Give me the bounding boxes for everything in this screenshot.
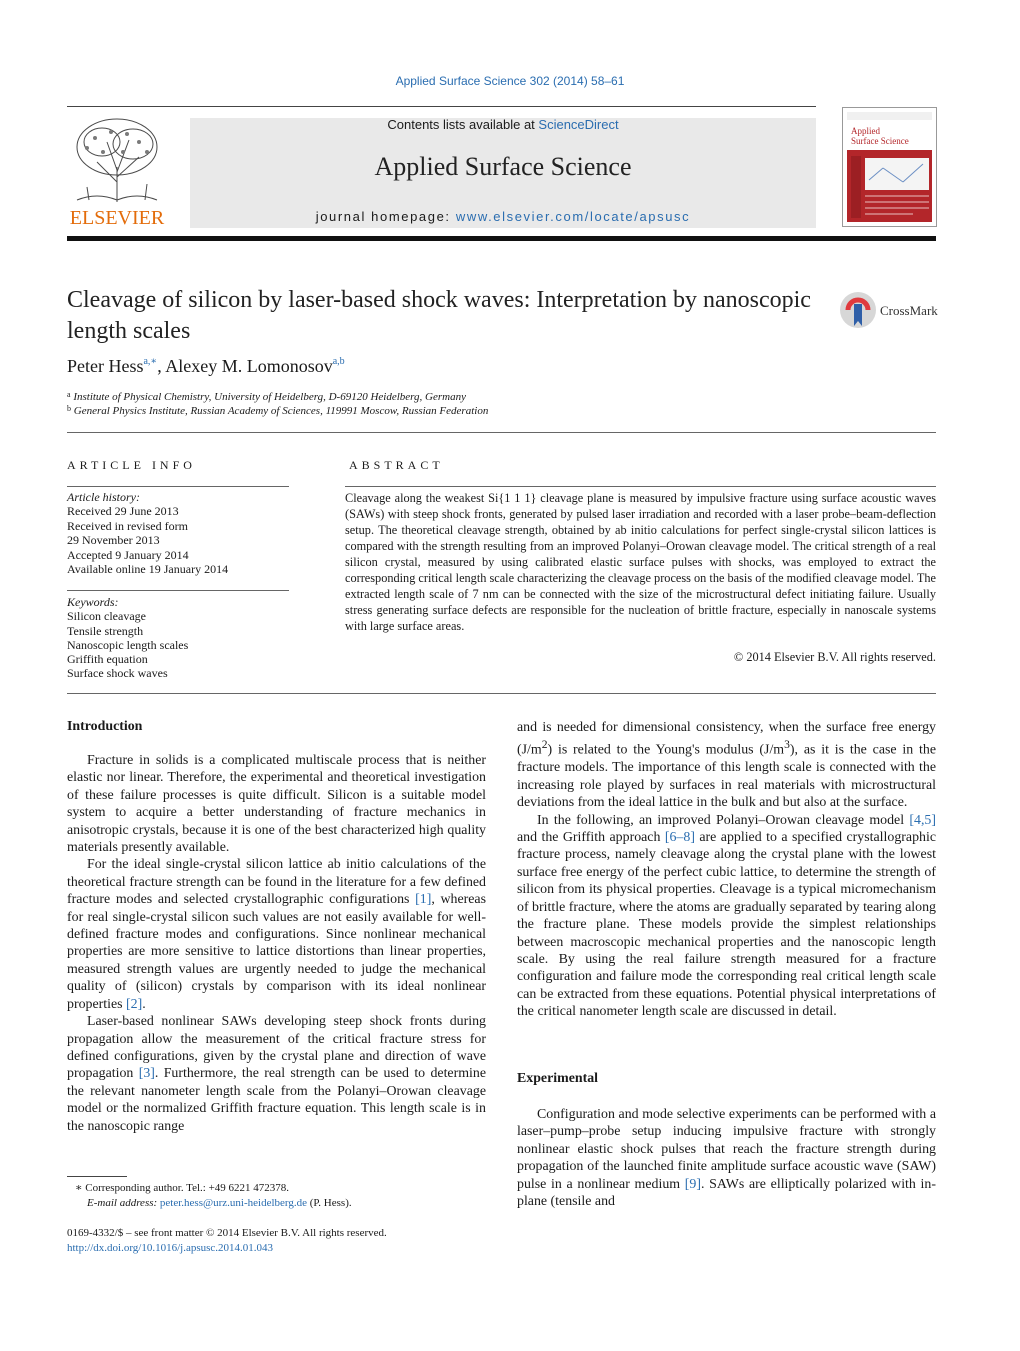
paper-title: Cleavage of silicon by laser-based shock waves: Interpretation by nanoscopic length scales bbox=[67, 287, 811, 344]
author-affiliation-marker[interactable]: a,b bbox=[332, 356, 345, 367]
keyword-item: Tensile strength bbox=[67, 623, 144, 638]
article-info-heading: ARTICLE INFO bbox=[67, 458, 196, 472]
article-info-rule bbox=[67, 486, 289, 487]
journal-cover-thumbnail[interactable] bbox=[842, 107, 937, 227]
homepage-link[interactable]: www.elsevier.com/locate/apsusc bbox=[455, 209, 691, 224]
email-label: E-mail address: bbox=[87, 1197, 160, 1209]
text-run: . SAWs are elliptically polarized with in-plane (tensile and bbox=[517, 1176, 936, 1210]
reference-link[interactable]: [2] bbox=[126, 996, 143, 1012]
history-item: Received in revised form bbox=[67, 518, 188, 533]
text-run: For the ideal single-crystal silicon lattice ab initio calculations of the theoretical fracture strength can be found in the literature for a few defined fracture modes and selected crystallographic configurations bbox=[67, 857, 486, 908]
text-run: ) is related to the Young's modulus (J/m bbox=[547, 743, 785, 759]
homepage-prefix: journal homepage: bbox=[315, 209, 456, 224]
crossmark-badge[interactable] bbox=[838, 290, 938, 330]
journal-homepage bbox=[190, 209, 816, 224]
abstract-text: Cleavage along the weakest Si{1 1 1} cleavage plane is measured by impulsive fracture using surface acoustic waves (SAWs) with steep shock fronts, generated by pulsed laser irradiation and recorded with a laser probe–beam-deflection setup. The theoretical cleavage strength, obtained by ab initio calculations for perfect single-crystal silicon lattices is compared with the strength resulting from an improved Polanyi–Orowan cleavage model. The critical strength of a real silicon crystal, measured by using calibrated elastic surface pulses with shocks, was employed to extract the corresponding critical length scale characterizing the cleavage process on the basis of the modified cleavage model. The extracted length scale of 7 nm can be connected with the size of the microstructural defect initiating failure. Usually stress generating surface defects are responsible for the nucleation of brittle fracture, especially in nanoscale systems with large surface areas. bbox=[345, 491, 936, 633]
paragraph bbox=[67, 856, 486, 1013]
affiliation-a bbox=[67, 390, 466, 403]
text-run: In the following, an improved Polanyi–Orowan cleavage model bbox=[537, 812, 910, 828]
article-history bbox=[67, 490, 228, 576]
svg-text:Applied: Applied bbox=[851, 126, 880, 136]
keywords-label: Keywords: bbox=[67, 595, 119, 609]
affiliation-text: General Physics Institute, Russian Academy of Sciences, 119991 Moscow, Russian Federation bbox=[73, 405, 489, 417]
introduction-body bbox=[67, 752, 486, 1135]
cover-image bbox=[843, 108, 936, 226]
author-list bbox=[67, 356, 345, 377]
contents-prefix: Contents lists available at bbox=[387, 117, 539, 132]
history-label: Article history: bbox=[67, 490, 140, 504]
header-bottom-rule bbox=[67, 236, 936, 241]
abstract-bottom-rule bbox=[67, 693, 936, 694]
affiliation-marker: a bbox=[67, 390, 71, 399]
svg-text:CrossMark: CrossMark bbox=[880, 303, 938, 318]
email-link[interactable]: peter.hess@urz.uni-heidelberg.de bbox=[159, 1197, 307, 1209]
history-item: 29 November 2013 bbox=[67, 533, 160, 548]
author-separator: , bbox=[157, 356, 166, 376]
doi-link[interactable]: http://dx.doi.org/10.1016/j.apsusc.2014.01.043 bbox=[67, 1242, 274, 1254]
text-run: are applied to a specified crystallographic fracture process, namely cleavage along the crystal plane with the lowest surface free energy of the perfect cubic lattice, to determine the strength of silicon from its physical properties. Cleavage is a typical micromechanism of brittle fracture, where the atoms are gradually separated by tearing along the fracture plane. These models provide the simplest relationships between macroscopic mechanical properties and the nanoscopic length scale. By using the real failure strength measured for a fracture configuration and failure mode the corresponding real critical length scale can be extracted from these equations. Potential physical interpretations of the critical nanometer length scale are discussed in detail. bbox=[517, 830, 936, 1020]
paragraph: Fracture in solids is a complicated multiscale process that is neither elastic nor linear. Therefore, the experimental and theoretical investigation of these failure processes is quite difficult. Silicon is a suitable model system to acquire a better understanding of fracture mechanics in anisotropic crystals, because it is one of the best characterized high quality materials presently available. bbox=[67, 753, 486, 856]
author-affiliation-marker[interactable]: a,∗ bbox=[143, 356, 158, 367]
introduction-heading: Introduction bbox=[67, 719, 143, 734]
introduction-continued bbox=[517, 719, 936, 1021]
reference-link[interactable]: [3] bbox=[138, 1066, 155, 1082]
contents-line bbox=[190, 117, 816, 132]
issn-line: 0169-4332/$ – see front matter © 2014 Elsevier B.V. All rights reserved. bbox=[67, 1227, 387, 1239]
paragraph bbox=[517, 1106, 936, 1210]
svg-text:Surface Science: Surface Science bbox=[851, 136, 909, 146]
copyright-notice: © 2014 Elsevier B.V. All rights reserved. bbox=[733, 650, 936, 664]
history-item: Accepted 9 January 2014 bbox=[67, 547, 189, 562]
corresponding-author-footnote bbox=[67, 1181, 352, 1211]
paragraph bbox=[517, 812, 936, 1021]
affiliation-marker: b bbox=[67, 404, 71, 413]
affiliation-text: Institute of Physical Chemistry, University of Heidelberg, D-69120 Heidelberg, Germany bbox=[73, 391, 466, 403]
keyword-item: Surface shock waves bbox=[67, 666, 168, 681]
superscript: 2 bbox=[541, 738, 548, 752]
history-item: Available online 19 January 2014 bbox=[67, 562, 229, 577]
history-item: Received 29 June 2013 bbox=[67, 504, 179, 519]
experimental-body bbox=[517, 1106, 936, 1210]
sciencedirect-link[interactable]: ScienceDirect bbox=[538, 117, 619, 132]
text-run: ), as it is the case in the fracture models. The importance of this length scale is connected with the increasing role played by surfaces in real materials with microstructural deviations from the ideal lattice in the bulk and but also at the surface. bbox=[517, 743, 936, 811]
text-run: and the Griffith approach bbox=[517, 830, 665, 846]
journal-title: Applied Surface Science bbox=[374, 152, 632, 181]
text-run: , whereas for real single-crystal silicon such values are not easily available for well-defined fracture modes and configurations. Since nonlinear mechanical properties are more sensitive to lattice distortions than linear properties, measured strength values are urgently needed to judge the mechanical quality of (silicon) crystals by comparison with its ideal nonlinear properties bbox=[67, 892, 486, 1012]
author-name: Peter Hess bbox=[67, 356, 144, 376]
issn-block bbox=[67, 1226, 387, 1256]
keyword-item: Griffith equation bbox=[67, 652, 148, 667]
crossmark-icon bbox=[838, 290, 938, 330]
text-run: . Furthermore, the real strength can be used to determine the relevant nanometer length scale from the Polanyi–Orowan cleavage model or the normalized Griffith fracture equation. This length scale is in the nanoscopic range bbox=[67, 1066, 486, 1134]
reference-link[interactable]: [4,5] bbox=[909, 812, 936, 828]
keyword-item: Silicon cleavage bbox=[67, 609, 146, 624]
text-run: Laser-based nonlinear SAWs developing steep shock fronts during propagation allow the measurement of the critical fracture stress for defined configurations, given by the crystal plane and direction of wave propagation bbox=[67, 1014, 486, 1082]
reference-link[interactable]: [1] bbox=[415, 892, 432, 908]
footnote-rule bbox=[67, 1176, 127, 1177]
reference-link[interactable]: [6–8] bbox=[664, 830, 695, 846]
paragraph bbox=[517, 719, 936, 812]
keywords-rule bbox=[67, 590, 289, 591]
keyword-item: Nanoscopic length scales bbox=[67, 637, 189, 652]
corresponding-author: ∗ Corresponding author. Tel.: +49 6221 472378. bbox=[75, 1182, 290, 1194]
header-top-rule bbox=[67, 106, 816, 107]
text-run: . bbox=[142, 996, 146, 1012]
affiliation-rule bbox=[67, 432, 936, 433]
text-run: Configuration and mode selective experiments can be performed with a laser–pump–probe setup inducing impulsive fracture with strongly nonlinear elastic shock pulses that reach the fracture strength during propagation of the launched finite amplitude surface acoustic wave (SAW) pulse in a nonlinear medium bbox=[517, 1107, 936, 1192]
experimental-heading: Experimental bbox=[517, 1071, 599, 1086]
journal-citation[interactable]: Applied Surface Science 302 (2014) 58–61 bbox=[395, 74, 625, 88]
elsevier-tree-icon bbox=[67, 112, 167, 230]
superscript: 3 bbox=[784, 738, 790, 752]
svg-text:ELSEVIER: ELSEVIER bbox=[69, 207, 165, 229]
keywords-list bbox=[67, 595, 188, 681]
abstract-heading: ABSTRACT bbox=[349, 458, 444, 472]
elsevier-logo bbox=[67, 112, 167, 230]
author-name: Alexey M. Lomonosov bbox=[165, 356, 333, 376]
abstract-rule bbox=[345, 486, 936, 487]
email-suffix: (P. Hess). bbox=[307, 1197, 352, 1209]
text-run: and is needed for dimensional consistency, when the surface free energy (J/m bbox=[517, 720, 936, 759]
affiliation-b bbox=[67, 404, 488, 417]
email-line bbox=[67, 1196, 352, 1211]
paragraph bbox=[67, 1013, 486, 1135]
reference-link[interactable]: [9] bbox=[684, 1176, 701, 1192]
